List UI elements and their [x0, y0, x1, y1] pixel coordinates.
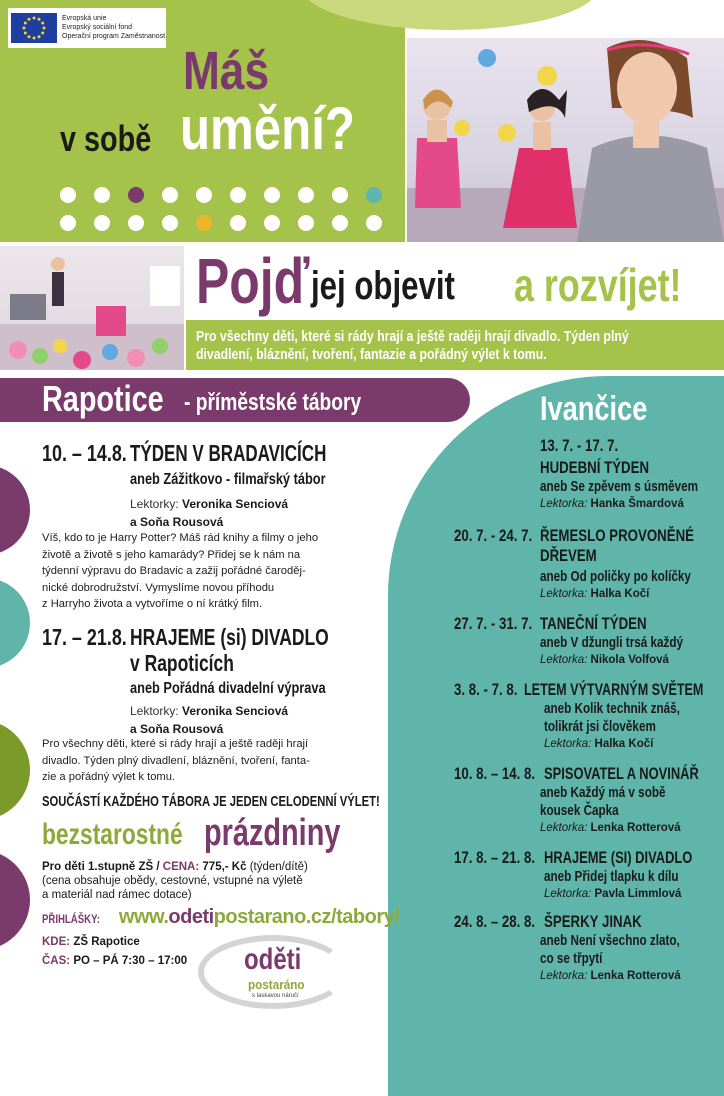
item3-date: 27. 7. - 31. 7.: [454, 614, 533, 633]
week1-desc: [42, 530, 356, 613]
item3-sub: aneb V džungli trsá každý: [540, 634, 684, 651]
cas-value: PO – PÁ 7:30 – 17:00: [73, 955, 188, 967]
week1-desc-l3: týdenní výpravu do Bradavic a zažij pořádné čaroděj-: [42, 565, 306, 577]
item5-date: 10. 8. – 14. 8.: [454, 764, 536, 783]
item3-lect-name: Nikola Volfová: [590, 654, 669, 666]
week1-desc-l5: z Harryho života a vytvoříme o ní krátký film.: [42, 598, 263, 610]
url-www: www.: [118, 906, 169, 928]
item3-lect: [540, 654, 669, 666]
week2-lect-label: Lektorky:: [130, 704, 179, 718]
decor-left-circle-2: [0, 578, 30, 668]
week1-lect-1: Veronika Senciová: [182, 497, 289, 511]
price-line-3: a materiál nad rámec dotace): [42, 889, 192, 901]
item5-lect: [540, 822, 681, 834]
item4-name: LETEM VÝTVARNÝM SVĚTEM: [524, 680, 704, 699]
week1-aneb: aneb Zážitkovo - filmařský tábor: [130, 471, 326, 488]
week1-name: TÝDEN V BRADAVICÍCH: [130, 440, 327, 466]
kde-value: ZŠ Rapotice: [73, 936, 140, 948]
item7-date: 24. 8. – 28. 8.: [454, 912, 536, 931]
intro-line-1: Pro všechny děti, které si rády hrají a ještě raději hrají divadlo. Týden plný: [196, 328, 629, 345]
week2-desc-l2: divadlo. Týden plný divadlení, bláznění, tvoření, fanta-: [42, 754, 310, 767]
url-odeti: odeti: [168, 906, 214, 928]
item1-lect: [540, 498, 684, 510]
odeti-logo: [198, 935, 356, 1013]
rapotice-title: Rapotice: [42, 378, 164, 419]
ivancice-title: Ivančice: [540, 390, 648, 428]
intro-text: [196, 328, 724, 364]
week2-aneb: aneb Pořádná divadelní výprava: [130, 680, 326, 697]
rapotice-subtitle: - příměstské tábory: [184, 389, 362, 416]
week2-lect-1: Veronika Senciová: [182, 704, 289, 718]
item5-lect-name: Lenka Rotterová: [590, 822, 681, 834]
item2-lect-label: Lektorka:: [540, 588, 588, 600]
item6-name: HRAJEME (SI) DIVADLO: [544, 848, 693, 867]
item2-date: 20. 7. - 24. 7.: [454, 526, 533, 545]
decor-left-circle-4: [0, 850, 30, 950]
item1-name: HUDEBNÍ TÝDEN: [540, 458, 650, 477]
intro-line-2: divadlení, bláznění, tvoření, fantazie a pořádný výlet k tomu.: [196, 346, 547, 363]
item5-lect-label: Lektorka:: [540, 822, 588, 834]
item7-sub: aneb Není všechno zlato,: [540, 932, 680, 949]
price-target: Pro děti 1.stupně ZŠ /: [42, 861, 163, 873]
item3-lect-label: Lektorka:: [540, 654, 588, 666]
item7-lect-label: Lektorka:: [540, 970, 588, 982]
week2-date: 17. – 21.8.: [42, 624, 127, 650]
eu-logo: [8, 8, 166, 48]
item4-sub-2: tolikrát jsi člověkem: [544, 718, 656, 735]
headline-v-sobe: v sobě: [60, 118, 152, 159]
kde-label: KDE:: [42, 936, 71, 948]
banner-rozvijet: a rozvíjet!: [514, 259, 682, 311]
item4-lect-name: Halka Kočí: [594, 738, 654, 750]
item6-date: 17. 8. – 21. 8.: [454, 848, 536, 867]
item3-name: TANEČNÍ TÝDEN: [540, 614, 647, 633]
prihlasky-label: PŘIHLÁŠKY:: [42, 912, 100, 926]
week2-desc: [42, 736, 356, 786]
eu-line-2: Evropský sociální fond: [62, 24, 133, 31]
week1-lect-2: a Soňa Rousová: [130, 515, 224, 529]
decor-left-circle-1: [0, 465, 30, 555]
item6-sub: aneb Přidej tlapku k dílu: [544, 868, 679, 885]
kde-row: [42, 936, 140, 948]
price-line-1: [42, 860, 382, 874]
item7-sub-2: co se třpytí: [540, 950, 603, 967]
week1-lectors: [130, 495, 288, 531]
eu-line-1: Evropská unie: [62, 15, 107, 22]
week2-lectors: [130, 702, 288, 738]
week1-lect-label: Lektorky:: [130, 497, 179, 511]
price-line-2: (cena obsahuje obědy, cestovné, vstupné na výletě: [42, 875, 303, 887]
item5-sub-2: kousek Čapka: [540, 802, 619, 819]
item7-name: ŠPERKY JINAK: [544, 912, 642, 931]
item6-lect: [544, 888, 681, 900]
item2-sub: aneb Od poličky po kolíčky: [540, 568, 691, 585]
item1-lect-name: Hanka Šmardová: [590, 498, 684, 510]
price-cena-label: CENA:: [162, 861, 200, 873]
prihlasky-row: [42, 906, 399, 929]
item5-name: SPISOVATEL A NOVINÁŘ: [544, 764, 699, 783]
item2-name: ŘEMESLO PROVONĚNÉ: [540, 526, 694, 545]
item1-lect-label: Lektorka:: [540, 498, 588, 510]
item4-lect-label: Lektorka:: [544, 738, 592, 750]
item7-lect: [540, 970, 681, 982]
item5-sub: aneb Každý má v sobě: [540, 784, 666, 801]
decor-left-circle-3: [0, 720, 30, 820]
logo-tagline: s laskavou náručí: [252, 993, 299, 999]
eu-line-3: Operační program Zaměstnanost: [62, 33, 166, 40]
eu-text: [62, 14, 165, 41]
item2-name-2: DŘEVEM: [540, 546, 597, 565]
item2-lect: [540, 588, 649, 600]
cas-label: ČAS:: [42, 955, 71, 967]
headline-mas: Máš: [183, 41, 270, 101]
item4-sub: aneb Kolik technik znáš,: [544, 700, 680, 717]
week1-desc-l1: Víš, kdo to je Harry Potter? Máš rád knihy a filmy o jeho: [42, 532, 319, 544]
week1-desc-l4: nické dobrodružství. Vymyslíme novou příhodu: [42, 581, 275, 594]
logo-postarano: postaráno: [248, 977, 305, 992]
week2-name-1: HRAJEME (si) DIVADLO: [130, 624, 329, 650]
price-value: 775,- Kč: [199, 861, 247, 873]
logo-odeti: oděti: [244, 943, 302, 976]
week2-lect-2: a Soňa Rousová: [130, 722, 224, 736]
item2-lect-name: Halka Kočí: [590, 588, 650, 600]
photo-playroom: [0, 246, 184, 370]
bez-2: prázdniny: [204, 812, 341, 854]
week1-desc-l2: životě a životě s jeho kamarády? Přidej se k nám na: [42, 548, 301, 561]
item6-lect-name: Pavla Limmlová: [594, 888, 682, 900]
week2-name-2: v Rapoticích: [130, 650, 234, 676]
bez-1: bezstarostné: [42, 818, 183, 851]
week1-date: 10. – 14.8.: [42, 440, 127, 466]
price-unit: (týden/dítě): [246, 861, 308, 873]
item6-lect-label: Lektorka:: [544, 888, 592, 900]
item1-sub: aneb Se zpěvem s úsměvem: [540, 478, 699, 495]
item4-date: 3. 8. - 7. 8.: [454, 680, 518, 699]
banner-pojd: Pojď: [196, 245, 310, 317]
eu-flag: [11, 13, 57, 43]
trip-note: SOUČÁSTÍ KAŽDÉHO TÁBORA JE JEDEN CELODENNÍ VÝLET!: [42, 793, 380, 810]
item7-lect-name: Lenka Rotterová: [590, 970, 681, 982]
item4-lect: [544, 738, 653, 750]
headline-umeni: umění?: [180, 95, 355, 162]
url-tail: .cz/tabory/: [305, 906, 400, 928]
photo-girls-dancing: [407, 38, 724, 242]
price-info: [42, 860, 382, 902]
item1-date: 13. 7. - 17. 7.: [540, 436, 619, 455]
url-postarano: postarano: [213, 906, 306, 928]
registration-link[interactable]: [119, 906, 399, 928]
week2-desc-l1: Pro všechny děti, které si rády hrají a ještě raději hrají: [42, 738, 309, 750]
banner-middle: jej objevit: [311, 264, 455, 308]
week2-desc-l3: zie a pořádný výlet k tomu.: [42, 771, 176, 783]
cas-row: [42, 955, 187, 967]
